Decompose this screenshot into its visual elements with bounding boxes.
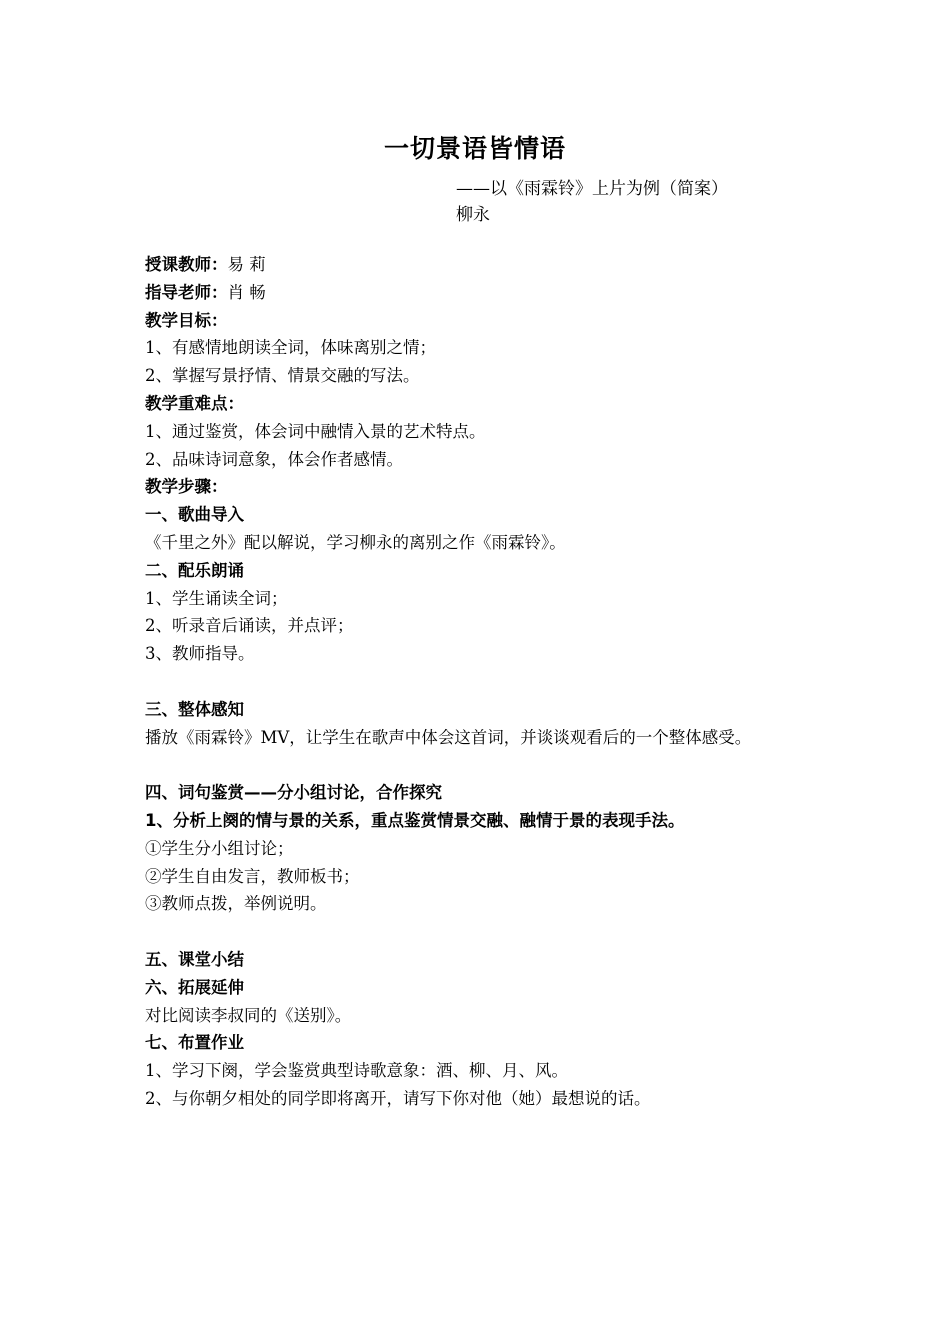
step7-heading: 七、布置作业 bbox=[145, 1033, 244, 1053]
keypoints-heading: 教学重难点： bbox=[145, 393, 244, 413]
step3-text: 播放《雨霖铃》MV，让学生在歌声中体会这首词，并谈谈观看后的一个整体感受。 bbox=[145, 727, 752, 747]
step4-subheading: 1、分析上阕的情与景的关系，重点鉴赏情景交融、融情于景的表现手法。 bbox=[145, 810, 685, 830]
step1-heading: 一、歌曲导入 bbox=[145, 505, 244, 525]
blank-line bbox=[145, 668, 845, 696]
document-author: 柳永 bbox=[456, 205, 490, 225]
document-body bbox=[145, 251, 845, 1113]
advisor-label: 指导老师： bbox=[145, 282, 228, 302]
step2-item: 2、听录音后诵读，并点评； bbox=[145, 616, 354, 636]
step4-item: ②学生自由发言，教师板书； bbox=[145, 866, 360, 886]
step4-item: ③教师点拨，举例说明。 bbox=[145, 894, 327, 914]
blank-line bbox=[145, 918, 845, 946]
keypoint-item: 1、通过鉴赏，体会词中融情入景的艺术特点。 bbox=[145, 421, 486, 441]
step2-item: 3、教师指导。 bbox=[145, 644, 255, 664]
step5-heading: 五、课堂小结 bbox=[145, 949, 244, 969]
step7-item: 1、学习下阕，学会鉴赏典型诗歌意象：酒、柳、月、风。 bbox=[145, 1061, 568, 1081]
advisor-line bbox=[145, 279, 845, 307]
step4-heading: 四、词句鉴赏——分小组讨论，合作探究 bbox=[145, 783, 442, 803]
step6-text: 对比阅读李叔同的《送别》。 bbox=[145, 1005, 352, 1025]
step6-heading: 六、拓展延伸 bbox=[145, 977, 244, 997]
teacher-line bbox=[145, 251, 845, 279]
teacher-name: 易 莉 bbox=[227, 255, 266, 274]
goal-item: 1、有感情地朗读全词，体味离别之情； bbox=[145, 338, 436, 358]
keypoint-item: 2、品味诗词意象，体会作者感情。 bbox=[145, 449, 403, 469]
teacher-label: 授课教师： bbox=[145, 255, 228, 274]
blank-line bbox=[145, 751, 845, 779]
step1-text: 《千里之外》配以解说，学习柳永的离别之作《雨霖铃》。 bbox=[145, 532, 566, 552]
step2-item: 1、学生诵读全词； bbox=[145, 588, 288, 608]
document-subtitle: ——以《雨霖铃》上片为例（简案） bbox=[456, 179, 728, 199]
goals-heading: 教学目标： bbox=[145, 310, 228, 330]
steps-heading: 教学步骤： bbox=[145, 477, 228, 497]
document-title: 一切景语皆情语 bbox=[383, 134, 566, 163]
step2-heading: 二、配乐朗诵 bbox=[145, 560, 244, 580]
step3-heading: 三、整体感知 bbox=[145, 699, 244, 719]
goal-item: 2、掌握写景抒情、情景交融的写法。 bbox=[145, 366, 420, 386]
step7-item: 2、与你朝夕相处的同学即将离开，请写下你对他（她）最想说的话。 bbox=[145, 1088, 651, 1108]
step4-item: ①学生分小组讨论； bbox=[145, 838, 294, 858]
advisor-name: 肖 畅 bbox=[227, 282, 266, 302]
